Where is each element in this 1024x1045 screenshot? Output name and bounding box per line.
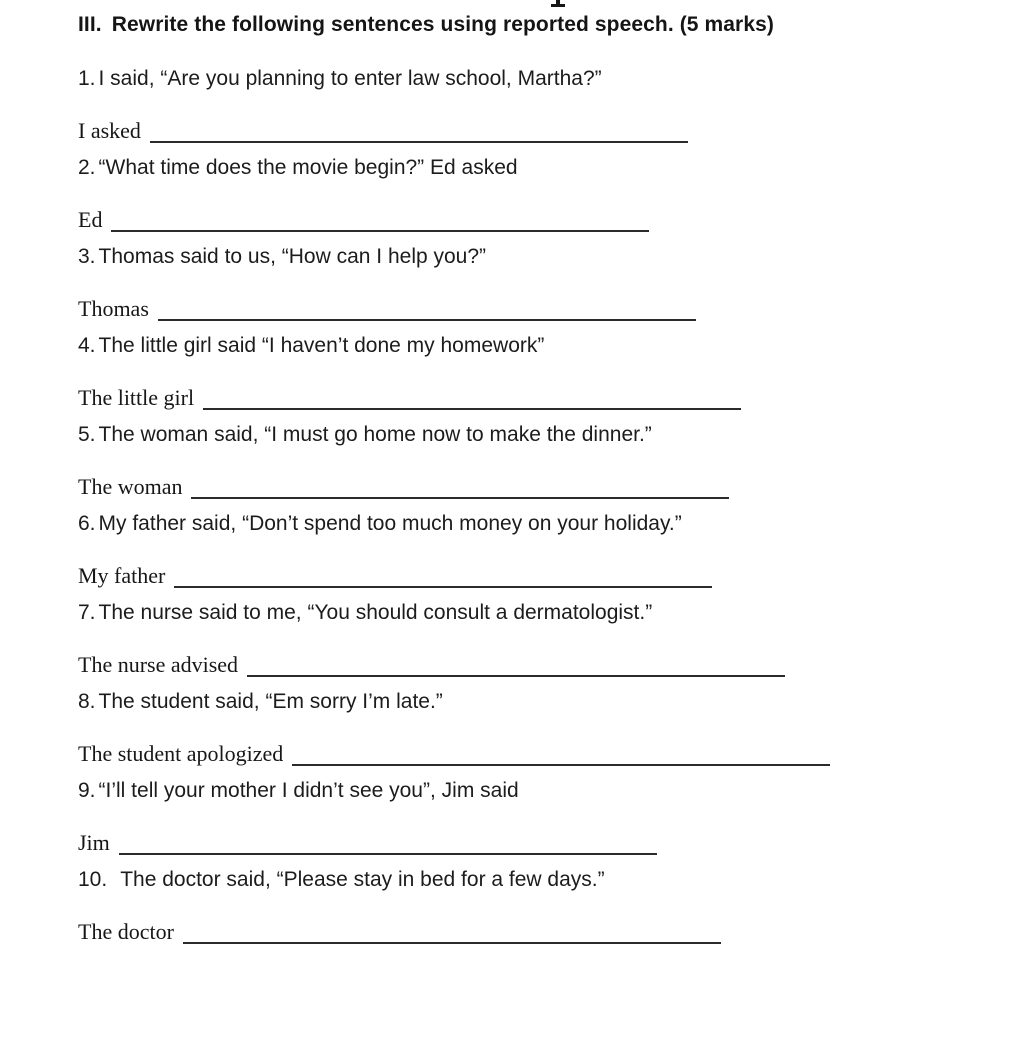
section-title: Rewrite the following sentences using reported speech. (5 marks) [111, 13, 774, 36]
question-text: The woman said, “I must go home now to make the dinner.” [98, 423, 652, 446]
answer-prefix: The student apologized [78, 741, 284, 766]
cutoff-letter-fragment [551, 0, 565, 8]
question-text: The doctor said, “Please stay in bed for a few days.” [120, 868, 605, 891]
question-number: 3. [78, 245, 96, 268]
exercise-item [78, 66, 974, 144]
answer-line [78, 830, 974, 856]
answer-blank [203, 386, 741, 410]
answer-prefix: Ed [78, 207, 103, 232]
answer-line [78, 207, 974, 233]
question-number: 6. [78, 512, 96, 535]
question-sentence [78, 333, 974, 359]
answer-blank [150, 119, 688, 143]
answer-line [78, 296, 974, 322]
answer-prefix: The nurse advised [78, 652, 239, 677]
question-number: 5. [78, 423, 96, 446]
answer-blank [183, 920, 721, 944]
answer-prefix: The little girl [78, 385, 195, 410]
question-number: 1. [78, 67, 96, 90]
answer-blank [292, 742, 830, 766]
question-number: 9. [78, 779, 96, 802]
answer-blank [111, 208, 649, 232]
answer-blank [158, 297, 696, 321]
question-number: 4. [78, 334, 96, 357]
answer-prefix: My father [78, 563, 166, 588]
answer-blank [174, 564, 712, 588]
question-sentence [78, 244, 974, 270]
question-number: 10. [78, 868, 108, 891]
question-sentence [78, 778, 974, 804]
question-sentence [78, 867, 974, 893]
exercise-item [78, 333, 974, 411]
question-sentence [78, 511, 974, 537]
answer-prefix: The woman [78, 474, 183, 499]
exercise-item [78, 511, 974, 589]
exercise-item [78, 600, 974, 678]
question-text: The little girl said “I haven’t done my homework” [98, 334, 545, 357]
exercise-item [78, 778, 974, 856]
question-text: I said, “Are you planning to enter law school, Martha?” [98, 67, 602, 90]
question-number: 7. [78, 601, 96, 624]
question-sentence [78, 66, 974, 92]
answer-blank [191, 475, 729, 499]
answer-prefix: Thomas [78, 296, 149, 321]
answer-line [78, 652, 974, 678]
exercise-item [78, 244, 974, 322]
exercise-item [78, 155, 974, 233]
exercise-item [78, 422, 974, 500]
question-sentence [78, 155, 974, 181]
question-sentence [78, 422, 974, 448]
section-numeral: III. [78, 13, 102, 36]
answer-line [78, 385, 974, 411]
answer-prefix: I asked [78, 118, 141, 143]
question-text: The nurse said to me, “You should consult a dermatologist.” [98, 601, 653, 624]
question-text: My father said, “Don’t spend too much money on your holiday.” [98, 512, 682, 535]
question-sentence [78, 689, 974, 715]
answer-line [78, 741, 974, 767]
answer-prefix: The doctor [78, 919, 174, 944]
question-sentence [78, 600, 974, 626]
question-number: 8. [78, 690, 96, 713]
answer-line [78, 919, 974, 945]
exercise-item [78, 867, 974, 945]
answer-blank [119, 831, 657, 855]
question-text: The student said, “Em sorry I’m late.” [98, 690, 443, 713]
question-number: 2. [78, 156, 96, 179]
answer-line [78, 118, 974, 144]
question-text: “I’ll tell your mother I didn’t see you”, Jim said [98, 779, 519, 802]
exercise-list [78, 66, 974, 945]
answer-line [78, 563, 974, 589]
answer-blank [247, 653, 785, 677]
exercise-item [78, 689, 974, 767]
question-text: “What time does the movie begin?” Ed asked [98, 156, 518, 179]
answer-prefix: Jim [78, 830, 110, 855]
question-text: Thomas said to us, “How can I help you?” [98, 245, 487, 268]
answer-line [78, 474, 974, 500]
section-heading [78, 12, 974, 38]
